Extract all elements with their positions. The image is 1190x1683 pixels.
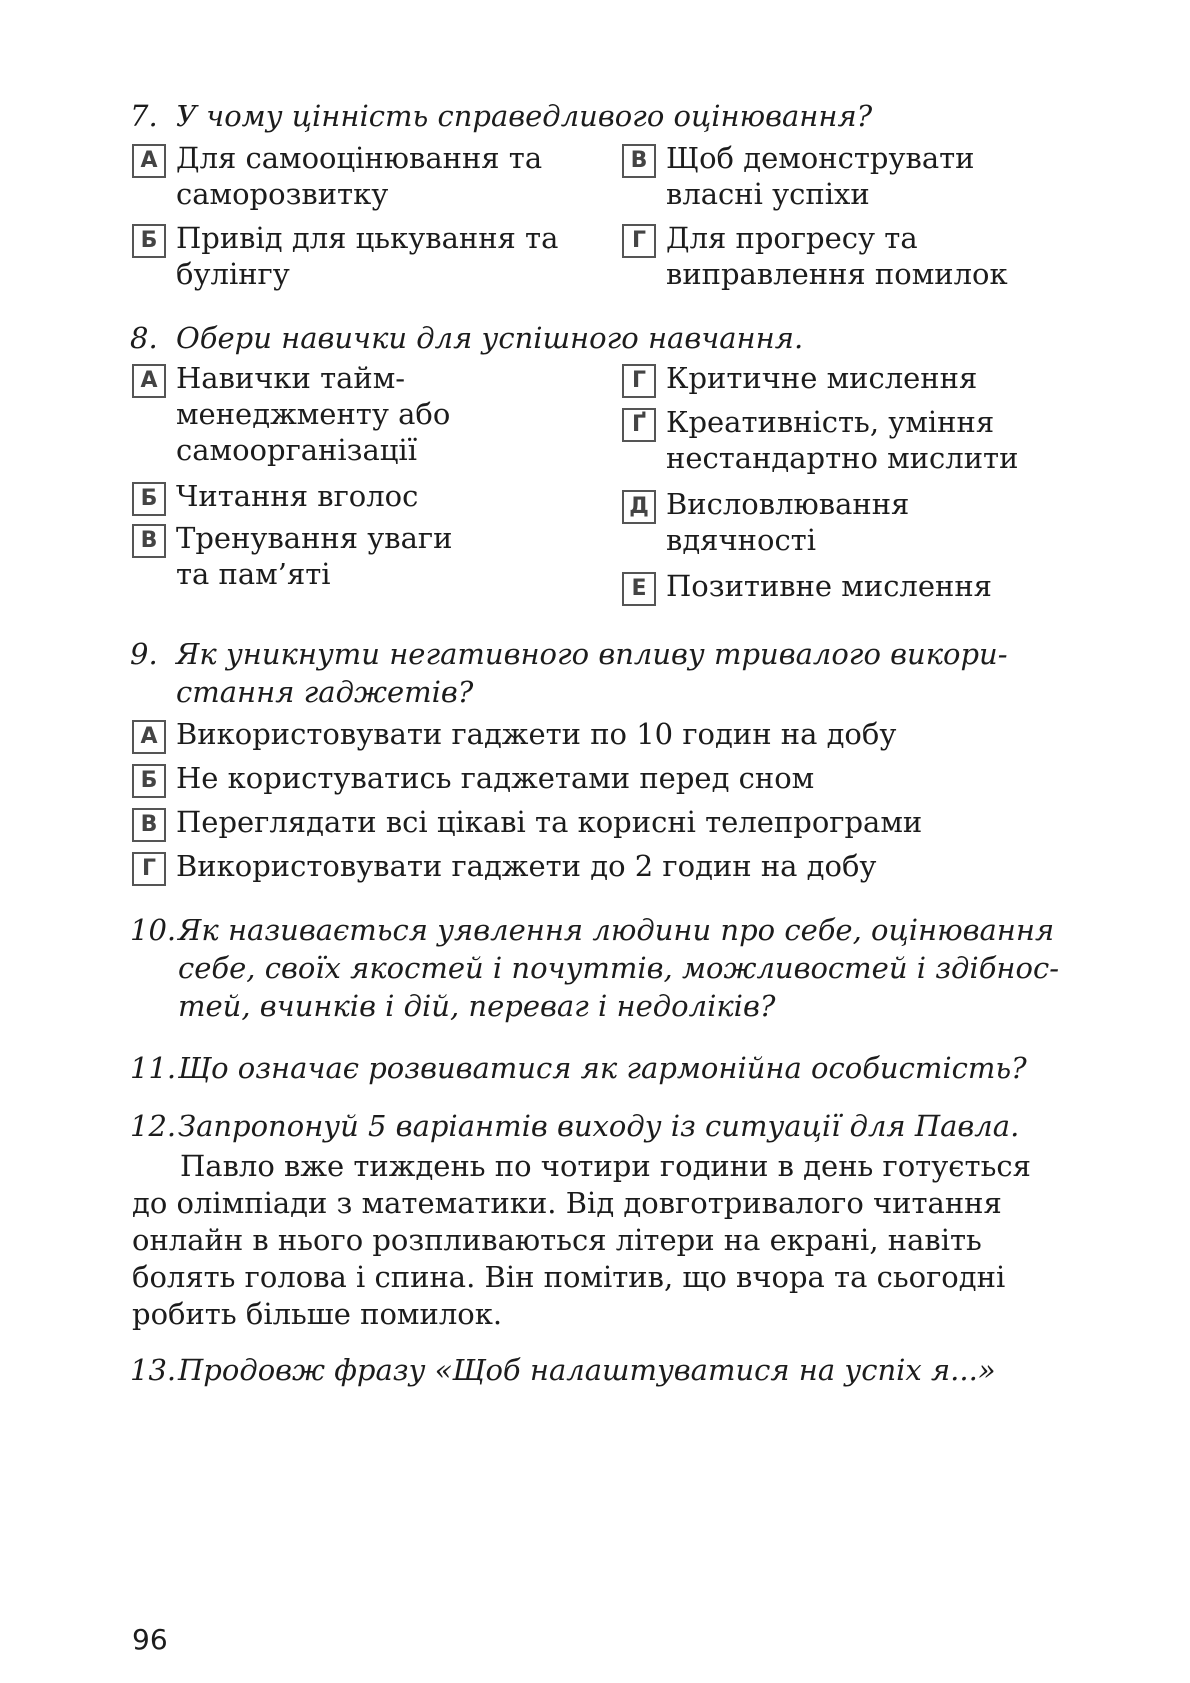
option-letter-box: Г: [622, 364, 656, 398]
option-text: Креативність, уміння нестандартно мислити: [666, 405, 1019, 475]
option-text: Навички тайм- менеджменту або самоорганізації: [176, 361, 451, 467]
option-letter-box: Б: [132, 224, 166, 258]
question-text: Як уникнути негативного впливу тривалого викори-: [176, 637, 1008, 671]
option-letter-box: Г: [622, 224, 656, 258]
question-10: [130, 912, 1054, 948]
option-text: Привід для цькування та булінгу: [176, 221, 559, 291]
option-text: Позитивне мислення: [666, 569, 992, 603]
question-10-continuation: [178, 988, 775, 1024]
option-text: Переглядати всі цікаві та корисні телепрограми: [176, 805, 923, 839]
option-letter-box: Е: [622, 572, 656, 606]
question-12: [130, 1108, 1019, 1144]
question-number: 10.: [130, 913, 177, 947]
option-letter-box: Ґ: [622, 408, 656, 442]
option-letter-box: А: [132, 144, 166, 178]
question-number: 9.: [130, 637, 158, 671]
page-number: 96: [132, 1623, 168, 1656]
question-text: Як називається уявлення людини про себе, оцінювання: [178, 913, 1055, 947]
question-number: 8.: [130, 321, 158, 355]
question-8: [130, 320, 803, 356]
question-number: 12.: [130, 1109, 177, 1143]
option-text: Критичне мислення: [666, 361, 978, 395]
option-text: Використовувати гаджети по 10 годин на добу: [176, 717, 897, 751]
question-number: 11.: [130, 1051, 177, 1085]
question-10-continuation: [178, 950, 1059, 986]
question-text: Обери навички для успішного навчання.: [176, 321, 804, 355]
question-text: Що означає розвиватися як гармонійна особистість?: [178, 1051, 1027, 1085]
option-text: Щоб демонструвати власні успіхи: [666, 141, 975, 211]
question-13: [130, 1352, 996, 1388]
option-text: Для прогресу та виправлення помилок: [666, 221, 1008, 291]
question-9: [130, 636, 1008, 672]
option-text: Для самооцінювання та саморозвитку: [176, 141, 543, 211]
option-letter-box: А: [132, 720, 166, 754]
question-text: себе, своїх якостей і почуттів, можливостей і здібнос-: [178, 951, 1060, 985]
option-text: Використовувати гаджети до 2 годин на добу: [176, 849, 877, 883]
question-number: 13.: [130, 1353, 177, 1387]
question-text: Продовж фразу «Щоб налаштуватися на успіх я...»: [178, 1353, 996, 1387]
option-letter-box: Г: [132, 852, 166, 886]
option-letter-box: Б: [132, 764, 166, 798]
question-text: тей, вчинків і дій, переваг і недоліків?: [178, 989, 776, 1023]
question-number: 7.: [130, 99, 158, 133]
question-9-continuation: [176, 674, 473, 710]
option-letter-box: Д: [622, 490, 656, 524]
question-text: Запропонуй 5 варіантів виходу із ситуації для Павла.: [178, 1109, 1020, 1143]
question-text: У чому цінність справедливого оцінювання?: [176, 99, 873, 133]
question-7: [130, 98, 872, 134]
question-11: [130, 1050, 1027, 1086]
option-text: Висловлювання вдячності: [666, 487, 910, 557]
option-letter-box: Б: [132, 482, 166, 516]
option-letter-box: А: [132, 364, 166, 398]
option-text: Читання вголос: [176, 479, 419, 513]
option-text: Тренування уваги та пам’яті: [176, 521, 453, 591]
option-text: Не користуватись гаджетами перед сном: [176, 761, 815, 795]
option-letter-box: В: [622, 144, 656, 178]
option-letter-box: В: [132, 808, 166, 842]
option-letter-box: В: [132, 524, 166, 558]
situation-paragraph: Павло вже тиждень по чотири години в день готується до олімпіади з математики. Від довготривалого читання онлайн в нього розпливаються літери на екрані, навіть болять голова і спина. Він помітив, що вчора та сьогодні робить більше помилок.: [132, 1149, 1031, 1331]
question-text: стання гаджетів?: [176, 675, 474, 709]
